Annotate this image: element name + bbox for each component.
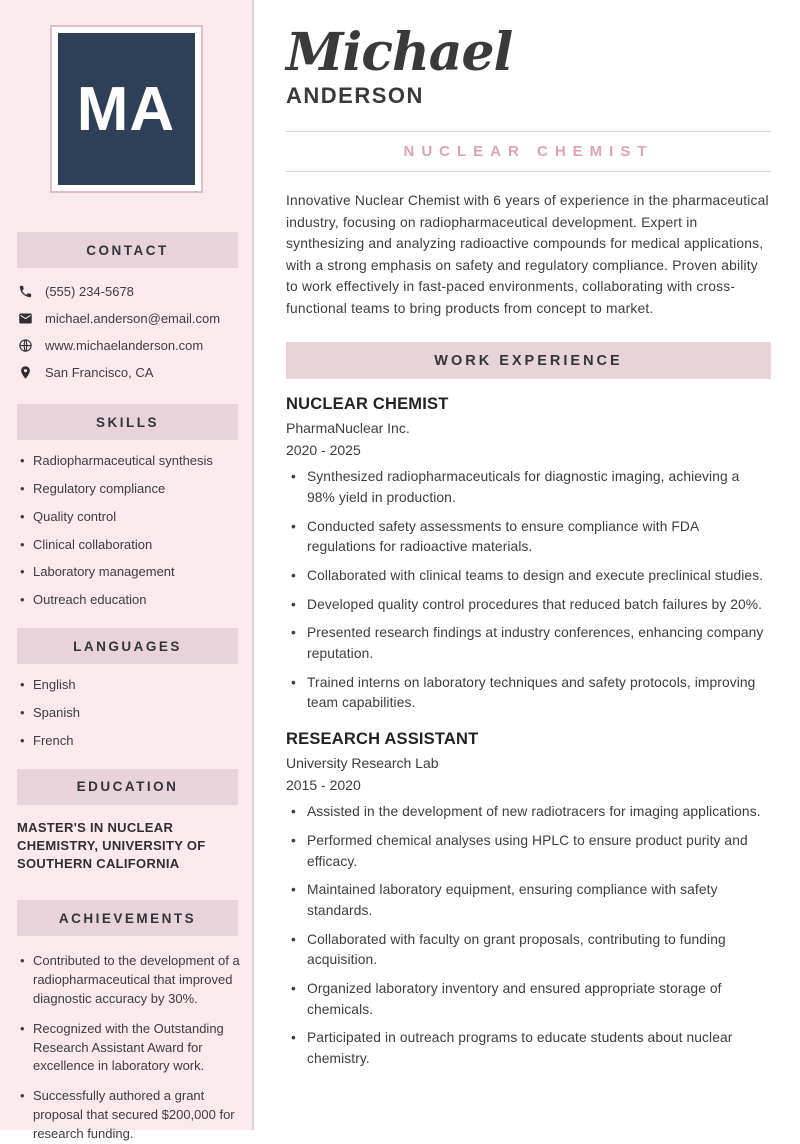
achievements-section-header [17,900,238,936]
contact-list [0,268,252,386]
achievements-heading: ACHIEVEMENTS [58,910,197,926]
achievement-item: • Successfully authored a grant proposal that secured $200,000 for research funding. [20,1087,240,1144]
contact-website [18,332,242,359]
work-experience-header [286,342,771,379]
job-bullet-list [286,802,771,1070]
job-bullet: • Developed quality control procedures that reduced batch failures by 20%. [291,595,771,616]
skills-heading: SKILLS [95,414,159,430]
contact-heading: CONTACT [86,242,169,258]
email-icon [18,311,33,326]
contact-location [18,359,242,386]
sidebar [0,0,254,1141]
education-section-header [17,769,238,805]
website-url: www.michaelanderson.com [45,338,204,353]
skills-list [0,440,252,610]
location-icon [18,365,33,380]
job-bullet: • Synthesized radiopharmaceuticals for diagnostic imaging, achieving a 98% yield in production. [291,467,771,508]
first-name: Michael [286,22,513,83]
divider-bottom [286,171,771,172]
profile-photo-frame [50,25,203,193]
job-bullet: • Organized laboratory inventory and ensured appropriate storage of chemicals. [291,979,771,1020]
languages-section-header [17,628,238,664]
skill-item: • Quality control [20,508,240,527]
education-heading: EDUCATION [76,779,179,795]
skill-item: • Laboratory management [20,563,240,582]
job-bullet: • Assisted in the development of new radiotracers for imaging applications. [291,802,771,823]
last-name: ANDERSON [286,83,424,109]
job-title: RESEARCH ASSISTANT [286,730,479,749]
job-bullet: • Performed chemical analyses using HPLC to ensure product purity and efficacy. [291,831,771,872]
language-item: • French [20,732,240,751]
profile-initials: MA [76,74,176,144]
job-company: University Research Lab [286,755,439,772]
job-company: PharmaNuclear Inc. [286,420,410,437]
contact-email [18,305,242,332]
skill-item: • Regulatory compliance [20,480,240,499]
languages-heading: LANGUAGES [73,638,182,654]
email-address: michael.anderson@email.com [45,311,221,326]
job-dates: 2015 - 2020 [286,777,361,794]
job-entry [286,395,771,714]
summary-paragraph: Innovative Nuclear Chemist with 6 years of experience in the pharmaceutical industry, focusing on radiopharmaceutical development. Expert in synthesizing and analyzing radioactive compounds for medical applications, with a strong emphasis on safety and regulatory compliance. Proven ability to work effectively in fast-paced environments, collaborating with cross-functional teams to bring products from concept to market. [286,193,769,316]
job-dates: 2020 - 2025 [286,442,361,459]
location-text: San Francisco, CA [45,365,154,380]
contact-section-header [17,232,238,268]
skills-section-header [17,404,238,440]
job-bullet: • Presented research findings at industry conferences, enhancing company reputation. [291,623,771,664]
achievement-item: • Recognized with the Outstanding Research Assistant Award for excellence in laboratory work. [20,1020,240,1077]
language-item: • English [20,676,240,695]
contact-phone [18,278,242,305]
education-degree: MASTER'S IN NUCLEAR CHEMISTRY, UNIVERSITY OF SOUTHERN CALIFORNIA [17,819,206,871]
job-bullet: • Collaborated with faculty on grant proposals, contributing to funding acquisition. [291,930,771,971]
phone-icon [18,284,33,299]
job-bullet: • Trained interns on laboratory techniques and safety protocols, improving team capabilities. [291,673,771,714]
page-title: NUCLEAR CHEMIST [403,143,654,161]
globe-icon [18,338,33,353]
main-content [254,0,800,1130]
job-entry [286,730,771,1070]
job-bullet: • Conducted safety assessments to ensure compliance with FDA regulations for radioactive materials. [291,517,771,558]
skill-item: • Clinical collaboration [20,536,240,555]
job-bullet: • Maintained laboratory equipment, ensuring compliance with safety standards. [291,880,771,921]
work-experience-heading: WORK EXPERIENCE [434,352,623,369]
achievements-list [0,936,252,1144]
job-bullet: • Collaborated with clinical teams to design and execute preclinical studies. [291,566,771,587]
languages-list [0,664,252,751]
skill-item: • Radiopharmaceutical synthesis [20,452,240,471]
language-item: • Spanish [20,704,240,723]
achievement-item: • Contributed to the development of a radiopharmaceutical that improved diagnostic accuracy by 30%. [20,952,240,1009]
job-bullet-list [286,467,771,714]
job-title: NUCLEAR CHEMIST [286,395,449,414]
phone-number: (555) 234-5678 [45,284,134,299]
skill-item: • Outreach education [20,591,240,610]
job-bullet: • Participated in outreach programs to educate students about nuclear chemistry. [291,1028,771,1069]
profile-monogram [58,33,195,185]
